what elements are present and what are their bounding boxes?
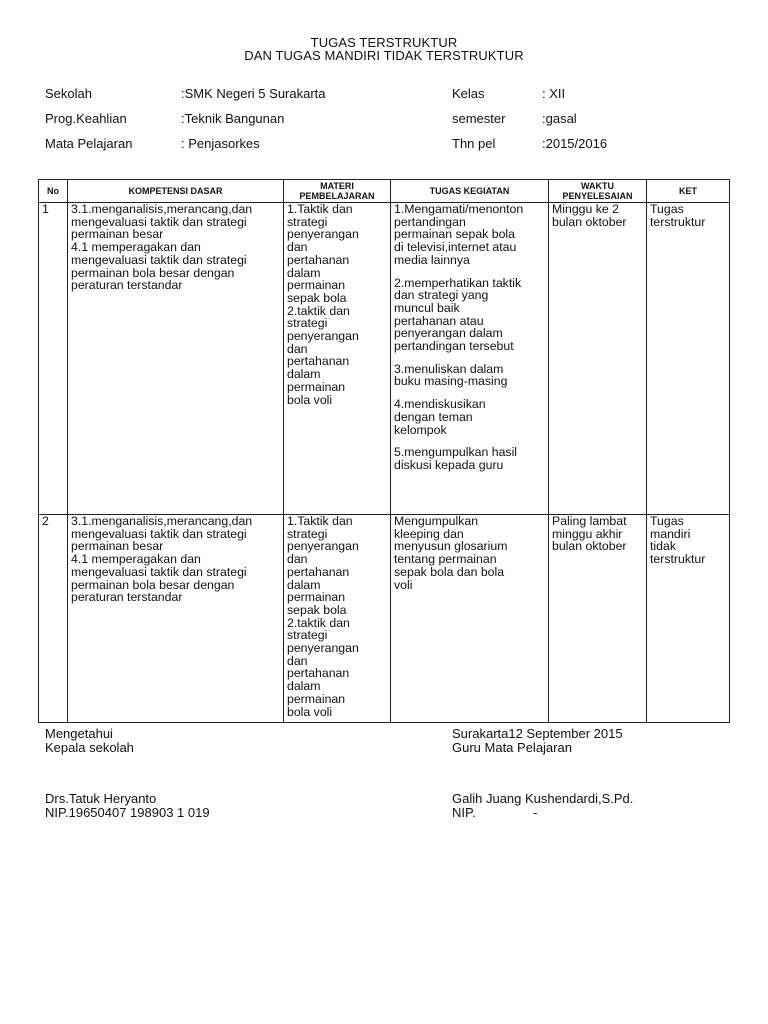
kepala-sekolah-label: Kepala sekolah	[45, 740, 134, 755]
col-header-waktu: WAKTU PENYELESAIAN	[549, 180, 647, 203]
mata-pelajaran-label: Mata Pelajaran	[45, 136, 133, 151]
place-date: Surakarta12 September 2015	[452, 726, 623, 741]
row-kompetensi: 3.1.menganalisis,merancang,dan mengevaluasi taktik dan strategi permainan besar 4.1 memperagakan dan mengevaluasi taktik dan strategi permainan bola besar dengan peraturan terstandar	[68, 203, 284, 515]
guru-nip-label: NIP.	[452, 805, 476, 820]
tugas-item: 2.memperhatikan taktik dan strategi yang muncul baik pertahanan atau penyerangan dalam pertandingan tersebut	[394, 275, 522, 354]
row-waktu: Paling lambat minggu akhir bulan oktober	[549, 515, 647, 723]
table-header-row	[39, 180, 730, 203]
col-header-no: No	[39, 180, 68, 203]
document-title-line1: TUGAS TERSTRUKTUR	[310, 35, 458, 50]
guru-name: Galih Juang Kushendardi,S.Pd.	[452, 791, 634, 806]
tugas-item: 4.mendiskusikan dengan teman kelompok	[394, 397, 486, 437]
guru-label: Guru Mata Pelajaran	[452, 740, 572, 755]
tugas-item: 5.mengumpulkan hasil diskusi kepada guru	[394, 445, 518, 472]
row-materi: 1.Taktik dan strategi penyerangan dan pertahanan dalam permainan sepak bola 2.taktik dan strategi penyerangan dan pertahanan dalam permainan bola voli	[284, 515, 391, 723]
col-header-materi: MATERI PEMBELAJARAN	[284, 180, 391, 203]
row-kompetensi: 3.1.menganalisis,merancang,dan mengevaluasi taktik dan strategi permainan besar 4.1 memperagakan dan mengevaluasi taktik dan strategi permainan bola besar dengan peraturan terstandar	[68, 515, 284, 723]
sekolah-label: Sekolah	[45, 86, 92, 101]
row-ket: Tugas mandiri tidak terstruktur	[647, 515, 730, 723]
prog-keahlian-label: Prog.Keahlian	[45, 111, 127, 126]
semester-label: semester	[452, 111, 506, 126]
kelas-label: Kelas	[452, 86, 485, 101]
tahun-pelajaran-value: :2015/2016	[542, 136, 608, 151]
task-table	[38, 179, 730, 723]
row-waktu: Minggu ke 2 bulan oktober	[549, 203, 647, 515]
row-materi: 1.Taktik dan strategi penyerangan dan pertahanan dalam permainan sepak bola 2.taktik dan strategi penyerangan dan pertahanan dalam permainan bola voli	[284, 203, 391, 515]
prog-keahlian-value: :Teknik Bangunan	[181, 111, 285, 126]
semester-value: :gasal	[542, 111, 577, 126]
table-row	[39, 515, 730, 723]
guru-nip-value: -	[533, 805, 538, 820]
mata-pelajaran-value: : Penjasorkes	[181, 136, 260, 151]
tahun-pelajaran-label: Thn pel	[452, 136, 496, 151]
row-no: 2	[39, 515, 68, 723]
row-no: 1	[39, 203, 68, 515]
kelas-value: : XII	[542, 86, 566, 101]
kepala-sekolah-name: Drs.Tatuk Heryanto	[45, 791, 157, 806]
table-row	[39, 203, 730, 515]
col-header-kompetensi: KOMPETENSI DASAR	[68, 180, 284, 203]
col-header-tugas: TUGAS KEGIATAN	[391, 180, 549, 203]
kepala-sekolah-nip: NIP.19650407 198903 1 019	[45, 805, 210, 820]
tugas-item: Mengumpulkan kleeping dan menyusun glosarium tentang permainan sepak bola dan bola voli	[394, 514, 508, 592]
col-header-ket: KET	[647, 180, 730, 203]
sekolah-value: :SMK Negeri 5 Surakarta	[181, 86, 326, 101]
mengetahui-label: Mengetahui	[45, 726, 113, 741]
row-tugas	[391, 515, 549, 723]
tugas-item: 3.menuliskan dalam buku masing-masing	[394, 361, 508, 389]
row-ket: Tugas terstruktur	[647, 203, 730, 515]
document-title-line2: DAN TUGAS MANDIRI TIDAK TERSTRUKTUR	[244, 48, 524, 63]
row-tugas	[391, 203, 549, 515]
tugas-item: 1.Mengamati/menonton pertandingan permainan sepak bola di televisi,internet atau media lainnya	[394, 202, 524, 267]
